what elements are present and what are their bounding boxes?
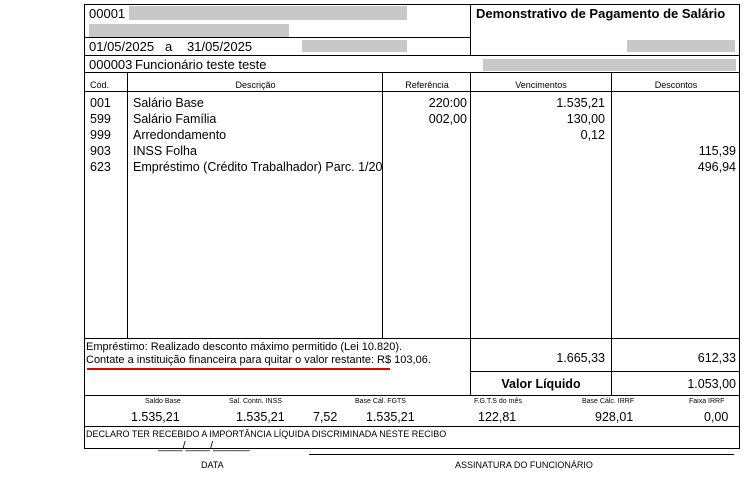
divider xyxy=(127,72,128,338)
divider xyxy=(84,91,740,92)
table-row-earning xyxy=(471,160,605,176)
redacted-address xyxy=(89,24,289,38)
redacted-company-name xyxy=(129,6,407,20)
label-base-calc-fgts: Base Cál. FGTS xyxy=(355,398,406,405)
references-column xyxy=(384,96,467,176)
divider xyxy=(84,338,740,339)
declaration-text: DECLARO TER RECEBIDO A IMPORTÂNCIA LÍQUIDA DISCRIMINADA NESTE RECIBO xyxy=(86,429,447,439)
period-end: 31/05/2025 xyxy=(187,39,253,54)
value-sal-contr-inss: 1.535,21 xyxy=(236,410,285,424)
table-row-code: 999 xyxy=(90,128,111,142)
table-row-earning xyxy=(471,144,605,160)
redacted-employee-info xyxy=(483,59,736,71)
earnings-total: 1.665,33 xyxy=(556,351,605,365)
label-sal-contr-inss: Sal. Contri. INSS xyxy=(229,398,282,405)
table-row-deduction xyxy=(612,128,736,144)
label-saldo-base: Saldo Base xyxy=(145,398,181,405)
table-row-description: Arredondamento xyxy=(133,128,227,142)
divider xyxy=(470,371,740,372)
redacted-field xyxy=(627,40,735,52)
value-fgts-mes: 122,81 xyxy=(478,410,517,424)
table-row-deduction: 496,94 xyxy=(697,160,736,174)
date-field: ____/____/______ xyxy=(158,440,250,452)
value-faixa-irrf: 0,00 xyxy=(704,410,729,424)
highlight-underline xyxy=(87,368,390,370)
table-row-reference xyxy=(384,128,467,144)
table-row-code: 903 xyxy=(90,144,111,158)
divider xyxy=(84,55,740,56)
employee-name: Funcionário teste teste xyxy=(135,57,267,72)
table-row-earning: 1.535,21 xyxy=(556,96,605,110)
table-row-reference xyxy=(384,160,467,176)
net-value-label: Valor Líquido xyxy=(501,377,581,391)
table-row-reference: 220:00 xyxy=(428,96,467,110)
label-base-calc-irrf: Base Cálc. IRRF xyxy=(582,398,635,405)
label-faixa-irrf: Faixa IRRF xyxy=(689,398,725,405)
earnings-column xyxy=(471,96,605,176)
table-row-description: Salário Família xyxy=(133,112,217,126)
loan-message-line1: Empréstimo: Realizado desconto máximo permitido (Lei 10.820). xyxy=(86,341,403,353)
table-row-earning: 130,00 xyxy=(566,112,605,126)
codes-column xyxy=(90,96,111,176)
table-row-earning: 0,12 xyxy=(580,128,605,142)
table-row-deduction xyxy=(612,96,736,112)
column-header-description: Descrição xyxy=(235,80,276,90)
divider xyxy=(84,395,740,396)
column-header-reference: Referência xyxy=(405,80,449,90)
table-row-code: 599 xyxy=(90,112,111,126)
table-row-code: 623 xyxy=(90,160,111,174)
divider xyxy=(470,4,471,55)
column-header-code: Cód. xyxy=(90,80,110,90)
signature-label: ASSINATURA DO FUNCIONÁRIO xyxy=(455,460,593,470)
divider xyxy=(84,426,740,427)
value-base-calc-fgts: 1.535,21 xyxy=(366,410,415,424)
loan-message-line2: Contate a instituição financeira para quitar o valor restante: R$ 103,06. xyxy=(86,354,431,366)
period-separator: a xyxy=(165,39,173,54)
table-row-description: INSS Folha xyxy=(133,144,197,158)
divider xyxy=(84,72,740,73)
table-row-description: Salário Base xyxy=(133,96,204,110)
label-fgts-mes: F.G.T.S do mês xyxy=(474,398,522,405)
redacted-cnpj xyxy=(302,40,407,52)
deductions-column xyxy=(612,96,736,176)
table-row-description: Empréstimo (Crédito Trabalhador) Parc. 1/20 xyxy=(133,160,383,174)
table-row-deduction: 115,39 xyxy=(698,144,736,158)
table-row-deduction xyxy=(612,112,736,128)
company-code: 00001 xyxy=(89,6,126,21)
deductions-total: 612,33 xyxy=(697,351,736,365)
table-row-reference: 002,00 xyxy=(428,112,467,126)
value-saldo-base: 1.535,21 xyxy=(131,410,180,424)
value-base-calc-irrf: 928,01 xyxy=(595,410,634,424)
divider xyxy=(84,37,470,38)
date-label: DATA xyxy=(201,460,224,470)
column-header-deductions: Descontos xyxy=(654,80,698,90)
net-value: 1.053,00 xyxy=(687,377,736,391)
table-row-reference xyxy=(384,144,467,160)
table-row-code: 001 xyxy=(90,96,111,110)
period-start: 01/05/2025 xyxy=(89,39,155,54)
signature-line xyxy=(309,454,734,455)
column-header-earnings: Vencimentos xyxy=(515,80,567,90)
value-inss-rate: 7,52 xyxy=(313,410,338,424)
descriptions-column xyxy=(133,96,382,176)
employee-code: 000003 xyxy=(89,57,133,72)
document-title: Demonstrativo de Pagamento de Salário xyxy=(476,6,726,21)
